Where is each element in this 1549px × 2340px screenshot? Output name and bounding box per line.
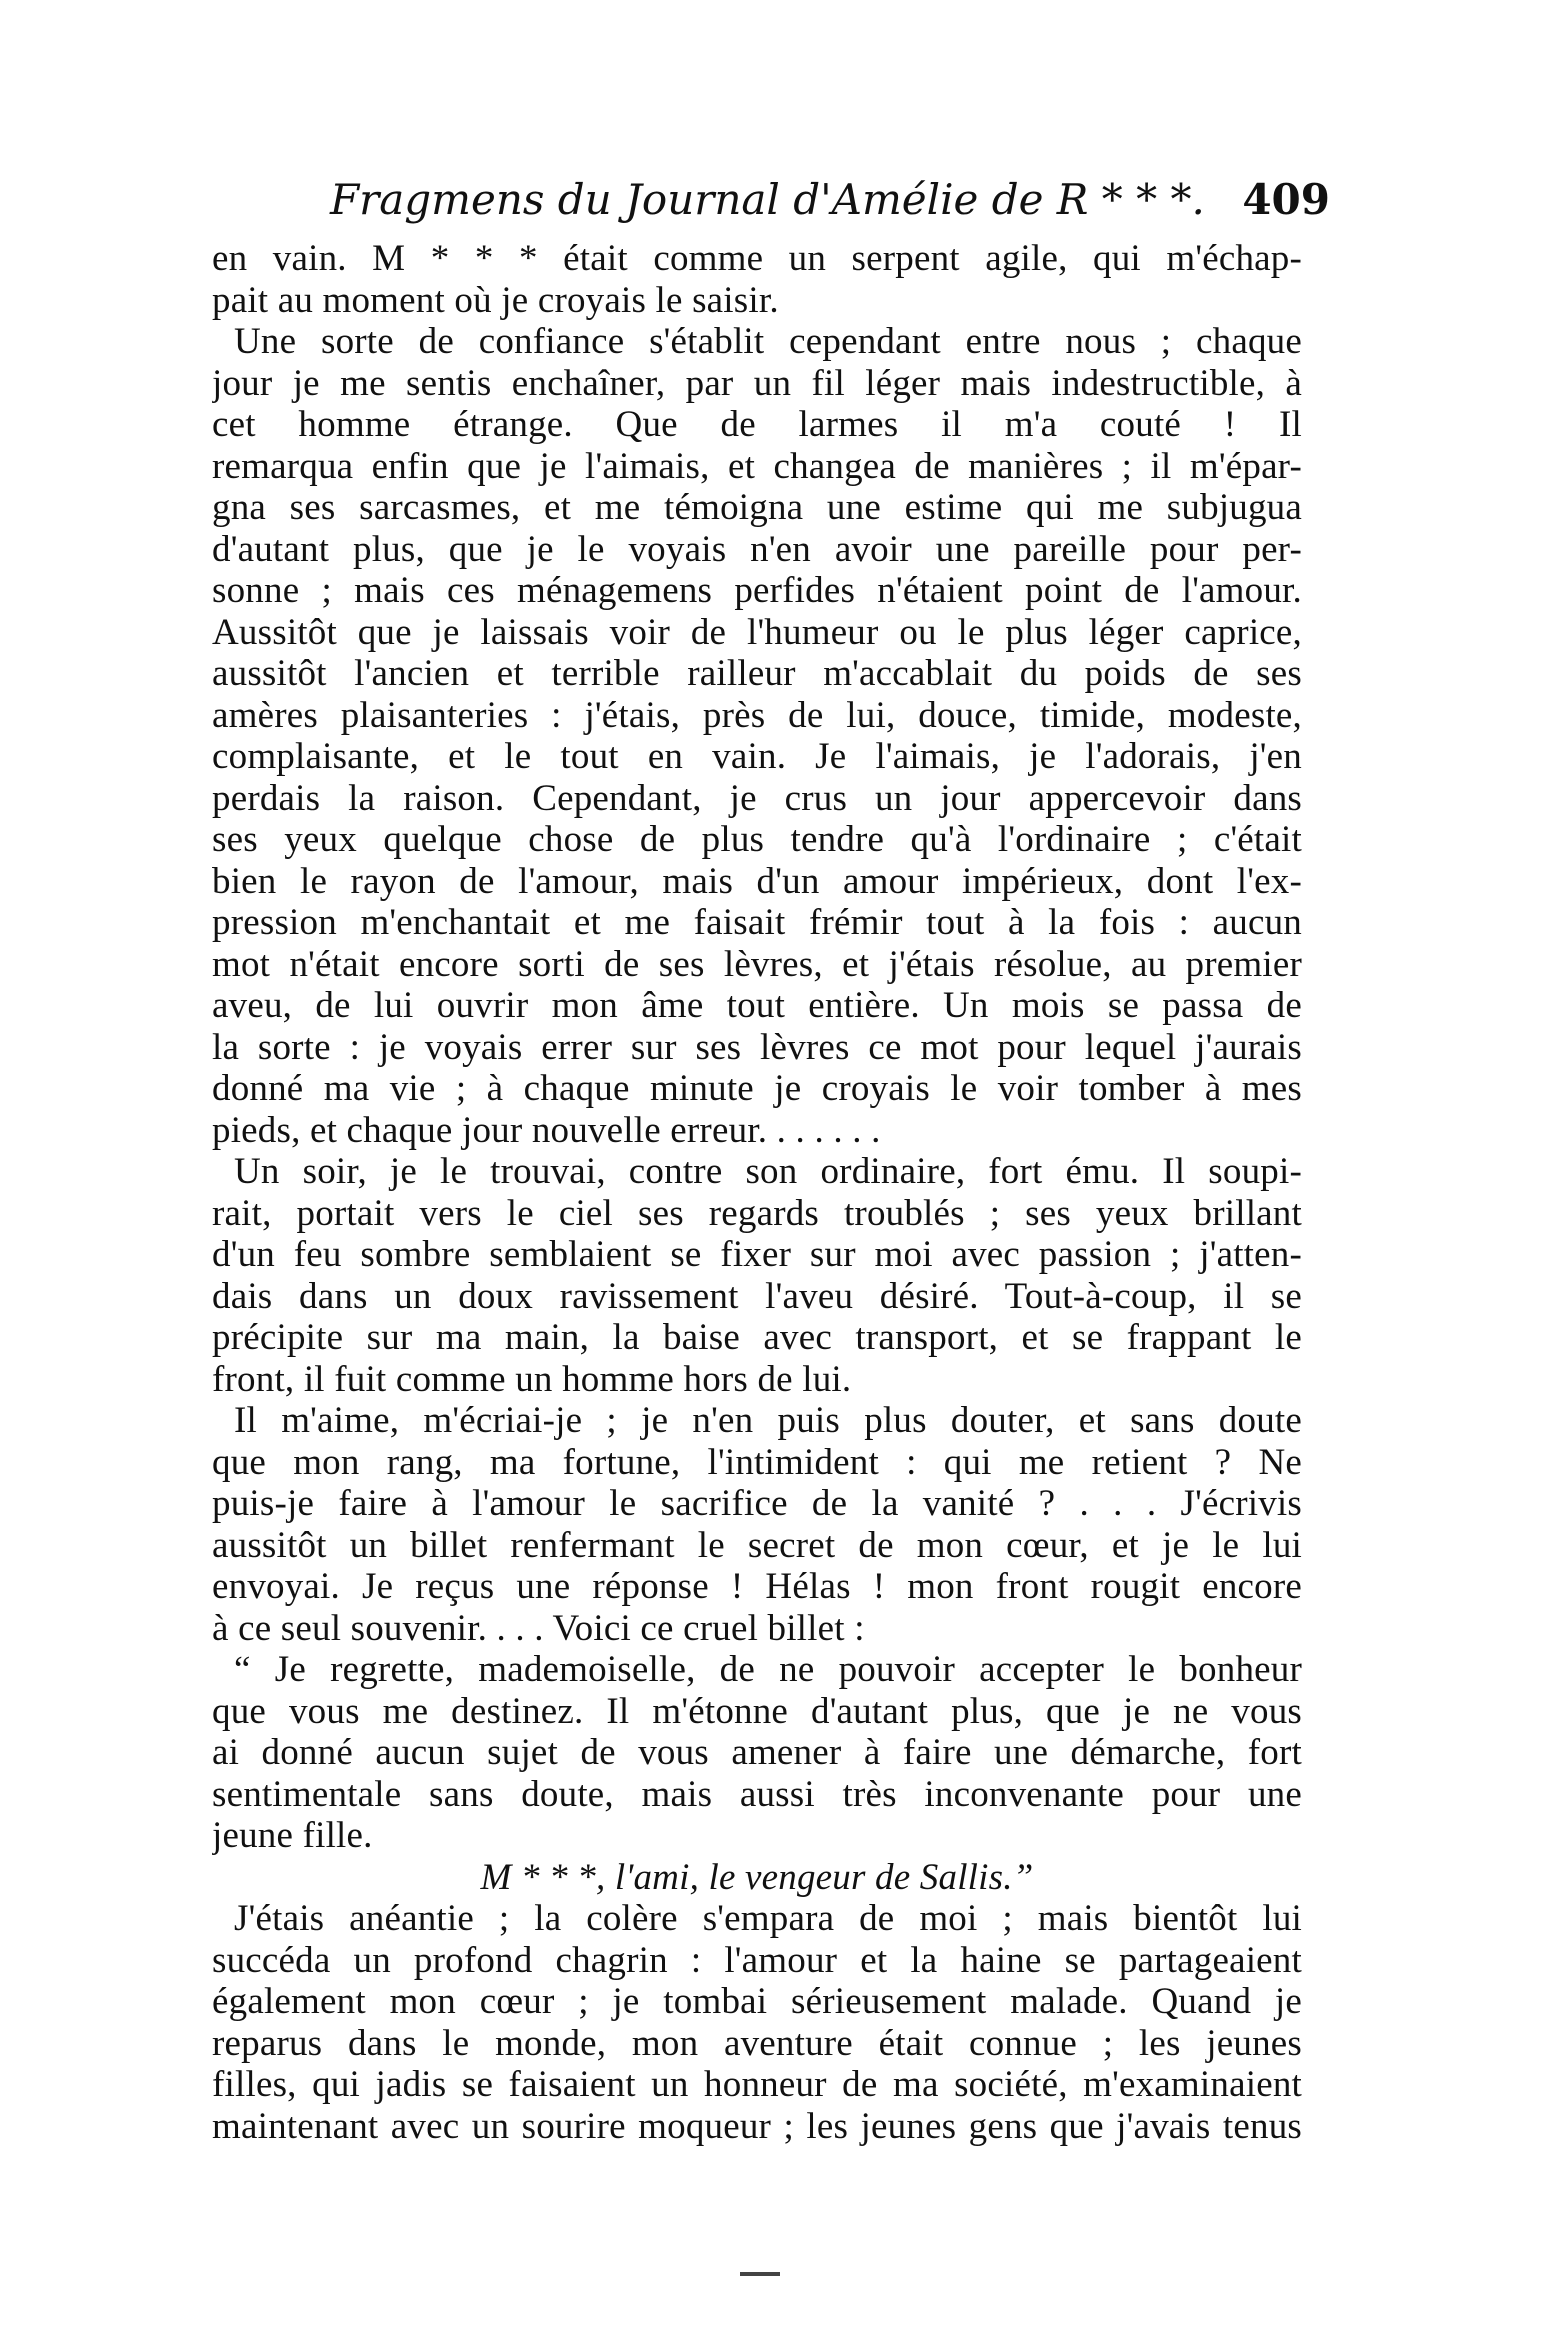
text-line: Aussitôt que je laissais voir de l'humeur ou le plus léger caprice, (212, 611, 1302, 653)
text-line: que vous me destinez. Il m'étonne d'autant plus, que je ne vous (212, 1690, 1302, 1732)
text-line: gna ses sarcasmes, et me témoigna une estime qui me subjugua (212, 487, 1302, 528)
text-line: aussitôt un billet renfermant le secret de mon cœur, et je le lui (212, 1524, 1302, 1566)
text-line: complaisante, et le tout en vain. Je l'aimais, je l'adorais, j'en (212, 736, 1302, 777)
text-line: bien le rayon de l'amour, mais d'un amour impérieux, dont l'ex- (212, 860, 1302, 902)
text-line: envoyai. Je reçus une réponse ! Hélas ! mon front rougit encore (212, 1566, 1302, 1607)
letter-signature: M * * *, l'ami, le vengeur de Sallis.” (480, 1856, 1034, 1898)
text-line: d'autant plus, que je le voyais n'en avoir une pareille pour per- (212, 528, 1302, 570)
text-line: la sorte : je voyais errer sur ses lèvres ce mot pour lequel j'aurais (212, 1026, 1302, 1068)
text-line: Une sorte de confiance s'établit cependant entre nous ; chaque (234, 321, 1302, 362)
text-line: perdais la raison. Cependant, je crus un jour appercevoir dans (212, 777, 1302, 819)
text-line: donné ma vie ; à chaque minute je croyais le voir tomber à mes (212, 1068, 1302, 1109)
text-line: sentimentale sans doute, mais aussi très inconvenante pour une (212, 1773, 1302, 1815)
text-line: “ Je regrette, mademoiselle, de ne pouvoir accepter le bonheur (234, 1649, 1302, 1690)
body-text (212, 238, 1302, 2147)
text-line: mot n'était encore sorti de ses lèvres, et j'étais résolue, au premier (212, 943, 1302, 985)
text-line: amères plaisanteries : j'étais, près de lui, douce, timide, modeste, (212, 694, 1302, 736)
text-line: front, il fuit comme un homme hors de lui. (212, 1358, 852, 1400)
text-line: pression m'enchantait et me faisait frémir tout à la fois : aucun (212, 902, 1302, 943)
page-header (330, 170, 1330, 230)
text-line: sonne ; mais ces ménagemens perfides n'étaient point de l'amour. (212, 570, 1302, 611)
printer-mark (740, 2272, 780, 2276)
text-line: d'un feu sombre semblaient se fixer sur moi avec passion ; j'atten- (212, 1234, 1302, 1275)
text-line: remarqua enfin que je l'aimais, et changea de manières ; il m'épar- (212, 445, 1302, 487)
page-number: 409 (1242, 175, 1330, 224)
text-line: maintenant avec un sourire moqueur ; les jeunes gens que j'avais tenus (212, 2105, 1302, 2147)
text-line: puis-je faire à l'amour le sacrifice de la vanité ? . . . J'écrivis (212, 1483, 1302, 1524)
text-line: cet homme étrange. Que de larmes il m'a couté ! Il (212, 404, 1302, 445)
text-line: aveu, de lui ouvrir mon âme tout entière. Un mois se passa de (212, 985, 1302, 1026)
text-line: dais dans un doux ravissement l'aveu désiré. Tout-à-coup, il se (212, 1275, 1302, 1317)
text-line: succéda un profond chagrin : l'amour et la haine se partageaient (212, 1939, 1302, 1981)
text-line: que mon rang, ma fortune, l'intimident : qui me retient ? Ne (212, 1441, 1302, 1483)
text-line: jour je me sentis enchaîner, par un fil léger mais indestructible, à (212, 362, 1302, 404)
text-line: rait, portait vers le ciel ses regards troublés ; ses yeux brillant (212, 1192, 1302, 1234)
text-line: aussitôt l'ancien et terrible railleur m'accablait du poids de ses (212, 653, 1302, 694)
text-line: en vain. M * * * était comme un serpent agile, qui m'échap- (212, 238, 1302, 279)
text-line: jeune fille. (212, 1815, 373, 1856)
text-line: filles, qui jadis se faisaient un honneur de ma société, m'examinaient (212, 2064, 1302, 2105)
text-line: pait au moment où je croyais le saisir. (212, 279, 779, 321)
text-line: ses yeux quelque chose de plus tendre qu'à l'ordinaire ; c'était (212, 819, 1302, 860)
running-title: Fragmens du Journal d'Amélie de R * * *. (330, 175, 1205, 224)
text-line: Un soir, je le trouvai, contre son ordinaire, fort ému. Il soupi- (234, 1151, 1302, 1192)
text-line: pieds, et chaque jour nouvelle erreur. . . . . . . (212, 1109, 881, 1151)
text-line: J'étais anéantie ; la colère s'empara de moi ; mais bientôt lui (234, 1898, 1302, 1939)
text-line: précipite sur ma main, la baise avec transport, et se frappant le (212, 1317, 1302, 1358)
text-line: reparus dans le monde, mon aventure était connue ; les jeunes (212, 2022, 1302, 2064)
text-line: également mon cœur ; je tombai sérieusement malade. Quand je (212, 1981, 1302, 2022)
text-line: à ce seul souvenir. . . . Voici ce cruel billet : (212, 1607, 865, 1649)
text-line: ai donné aucun sujet de vous amener à faire une démarche, fort (212, 1732, 1302, 1773)
text-line: Il m'aime, m'écriai-je ; je n'en puis plus douter, et sans doute (234, 1400, 1302, 1441)
